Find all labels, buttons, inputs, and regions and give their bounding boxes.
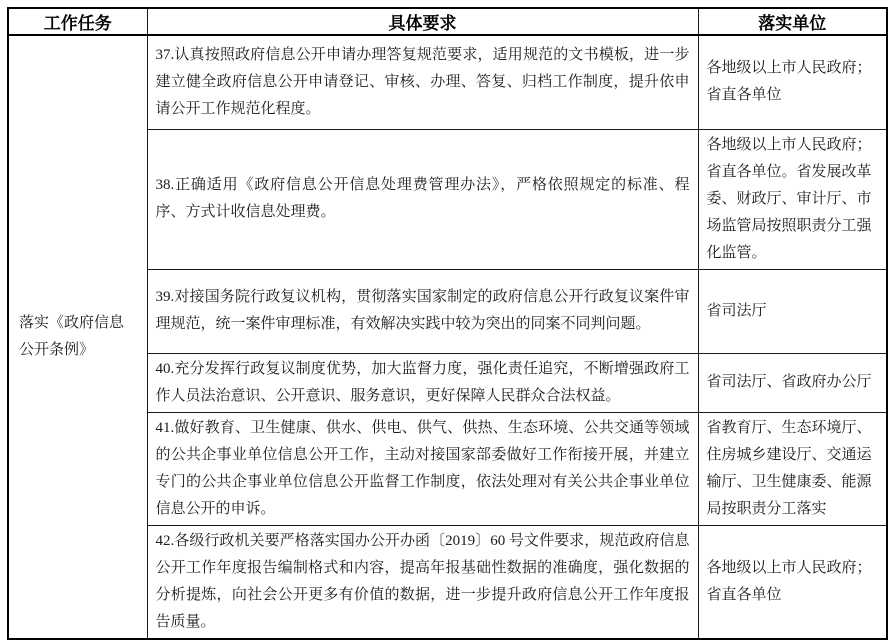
unit-cell-39: 省司法厅 [698,269,887,353]
header-work-task: 工作任务 [8,8,147,35]
table-row-37 [8,35,887,129]
header-specific-requirements: 具体要求 [147,8,698,35]
work-plan-table [7,7,888,640]
requirement-cell-42: 42.各级行政机关要严格落实国办公开办函〔2019〕60 号文件要求，规范政府信息公开工作年度报告编制格式和内容，提高年报基础性数据的准确度，强化数据的分析提炼，向社会公开更多有价值的数据，进一步提升政府信息公开工作年度报告质量。 [147,525,698,639]
unit-cell-37: 各地级以上市人民政府；省直各单位 [698,35,887,129]
task-group-cell: 落实《政府信息公开条例》 [8,35,147,639]
unit-cell-41: 省教育厅、生态环境厅、住房城乡建设厅、交通运输厅、卫生健康委、能源局按职责分工落实 [698,412,887,525]
table-header-row [8,8,887,35]
unit-cell-38: 各地级以上市人民政府；省直各单位。省发展改革委、财政厅、审计厅、市场监管局按照职责分工强化监管。 [698,129,887,269]
requirement-cell-38: 38.正确适用《政府信息公开信息处理费管理办法》，严格依照规定的标准、程序、方式计收信息处理费。 [147,129,698,269]
requirement-cell-37: 37.认真按照政府信息公开申请办理答复规范要求，适用规范的文书模板，进一步建立健全政府信息公开申请登记、审核、办理、答复、归档工作制度，提升依申请公开工作规范化程度。 [147,35,698,129]
requirement-cell-39: 39.对接国务院行政复议机构，贯彻落实国家制定的政府信息公开行政复议案件审理规范，统一案件审理标准，有效解决实践中较为突出的同案不同判问题。 [147,269,698,353]
unit-cell-40: 省司法厅、省政府办公厅 [698,353,887,412]
unit-cell-42: 各地级以上市人民政府；省直各单位 [698,525,887,639]
header-implementing-unit: 落实单位 [698,8,887,35]
requirement-cell-40: 40.充分发挥行政复议制度优势，加大监督力度，强化责任追究，不断增强政府工作人员法治意识、公开意识、服务意识，更好保障人民群众合法权益。 [147,353,698,412]
requirement-cell-41: 41.做好教育、卫生健康、供水、供电、供气、供热、生态环境、公共交通等领域的公共企事业单位信息公开工作，主动对接国家部委做好工作衔接开展，并建立专门的公共企事业单位信息公开监督工作制度，依法处理对有关公共企事业单位信息公开的申诉。 [147,412,698,525]
